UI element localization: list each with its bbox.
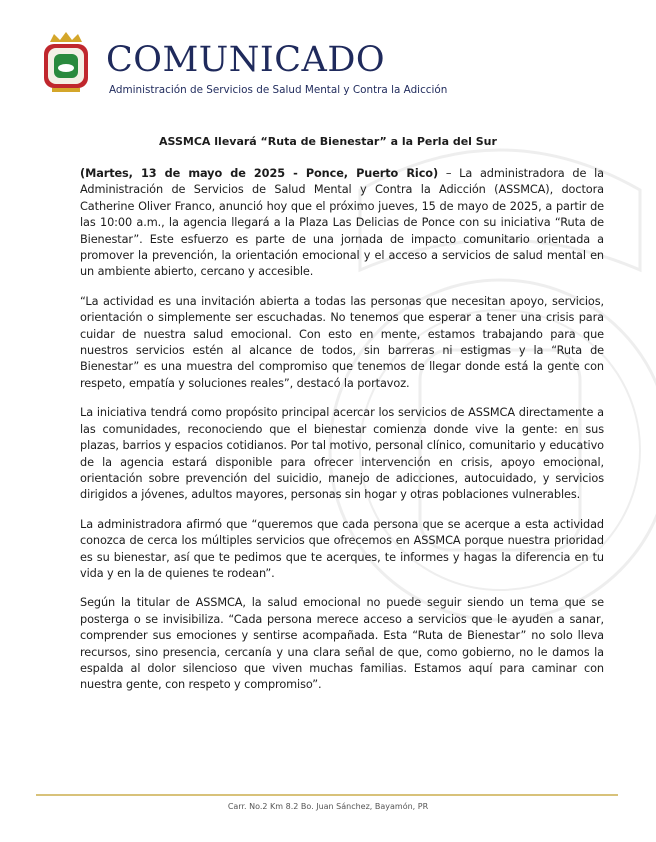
dateline: (Martes, 13 de mayo de 2025 - Ponce, Puerto Rico) — [80, 167, 439, 180]
puerto-rico-coat-of-arms-logo — [34, 30, 98, 94]
footer-divider — [36, 794, 618, 796]
paragraph-5: Según la titular de ASSMCA, la salud emocional no puede seguir siendo un tema que se posterga o se invisibiliza. “Cada persona merece acceso a servicios que le ayuden a sanar, comprender sus emociones y sentirse acompañada. Esta “Ruta de Bienestar” no solo lleva recursos, sino presencia, cercanía y una clara señal de que, como gobierno, no le damos la espalda al dolor silencioso que viven muchas familias. Estamos aquí para caminar con nuestra gente, con respeto y compromiso”. — [80, 596, 604, 692]
paragraph-1 — [80, 166, 604, 281]
document-title: COMUNICADO — [106, 40, 386, 80]
press-release-headline: ASSMCA llevará “Ruta de Bienestar” a la Perla del Sur — [159, 135, 497, 148]
press-release-body — [80, 166, 604, 707]
footer-address: Carr. No.2 Km 8.2 Bo. Juan Sánchez, Bayamón, PR — [227, 802, 429, 811]
paragraph-2: “La actividad es una invitación abierta a todas las personas que necesitan apoyo, servicios, orientación o simplemente ser escuchadas. No tenemos que esperar a tener una crisis para cuidar de nuestra salud emocional. Con esto en mente, estamos trabajando para que nuestros servicios estén al alcance de todos, sin barreras ni estigmas y la “Ruta de Bienestar” es una muestra del compromiso que tenemos de llegar donde está la gente con respeto, empatía y soluciones reales”, destacó la portavoz. — [80, 294, 604, 390]
paragraph-4: La administradora afirmó que “queremos que cada persona que se acerque a esta actividad conozca de cerca los múltiples servicios que ofrecemos en ASSMCA porque nuestra prioridad es su bienestar, así que te pedimos que te acerques, te informes y hagas la diferencia en tu vida y en la de quienes te rodean”. — [80, 517, 604, 580]
agency-name: Administración de Servicios de Salud Mental y Contra la Adicción — [109, 84, 448, 96]
paragraph-3: La iniciativa tendrá como propósito principal acercar los servicios de ASSMCA directamente a las comunidades, reconociendo que el bienestar comienza donde vive la gente: en sus plazas, barrios y espacios cotidianos. Por tal motivo, personal clínico, comunitario y educativo de la agencia estará disponible para ofrecer intervención en crisis, apoyo emocional, orientación sobre prevención del suicidio, manejo de adicciones, autocuidado, y servicios dirigidos a jóvenes, adultos mayores, personas sin hogar y otras poblaciones vulnerables. — [80, 406, 604, 502]
paragraph-1-text: – La administradora de la Administración de Servicios de Salud Mental y Contra la Adicción (ASSMCA), doctora Catherine Oliver Franco, anunció hoy que el próximo jueves, 15 de mayo de 2025, a partir de las 10:00 a.m., la agencia llegará a la Plaza Las Delicias de Ponce con su iniciativa “Ruta de Bienestar”. Este esfuerzo es parte de una jornada de impacto comunitario orientada a promover la prevención, la orientación emocional y el acceso a servicios de salud mental en un ambiente abierto, cercano y accesible. — [80, 167, 604, 279]
